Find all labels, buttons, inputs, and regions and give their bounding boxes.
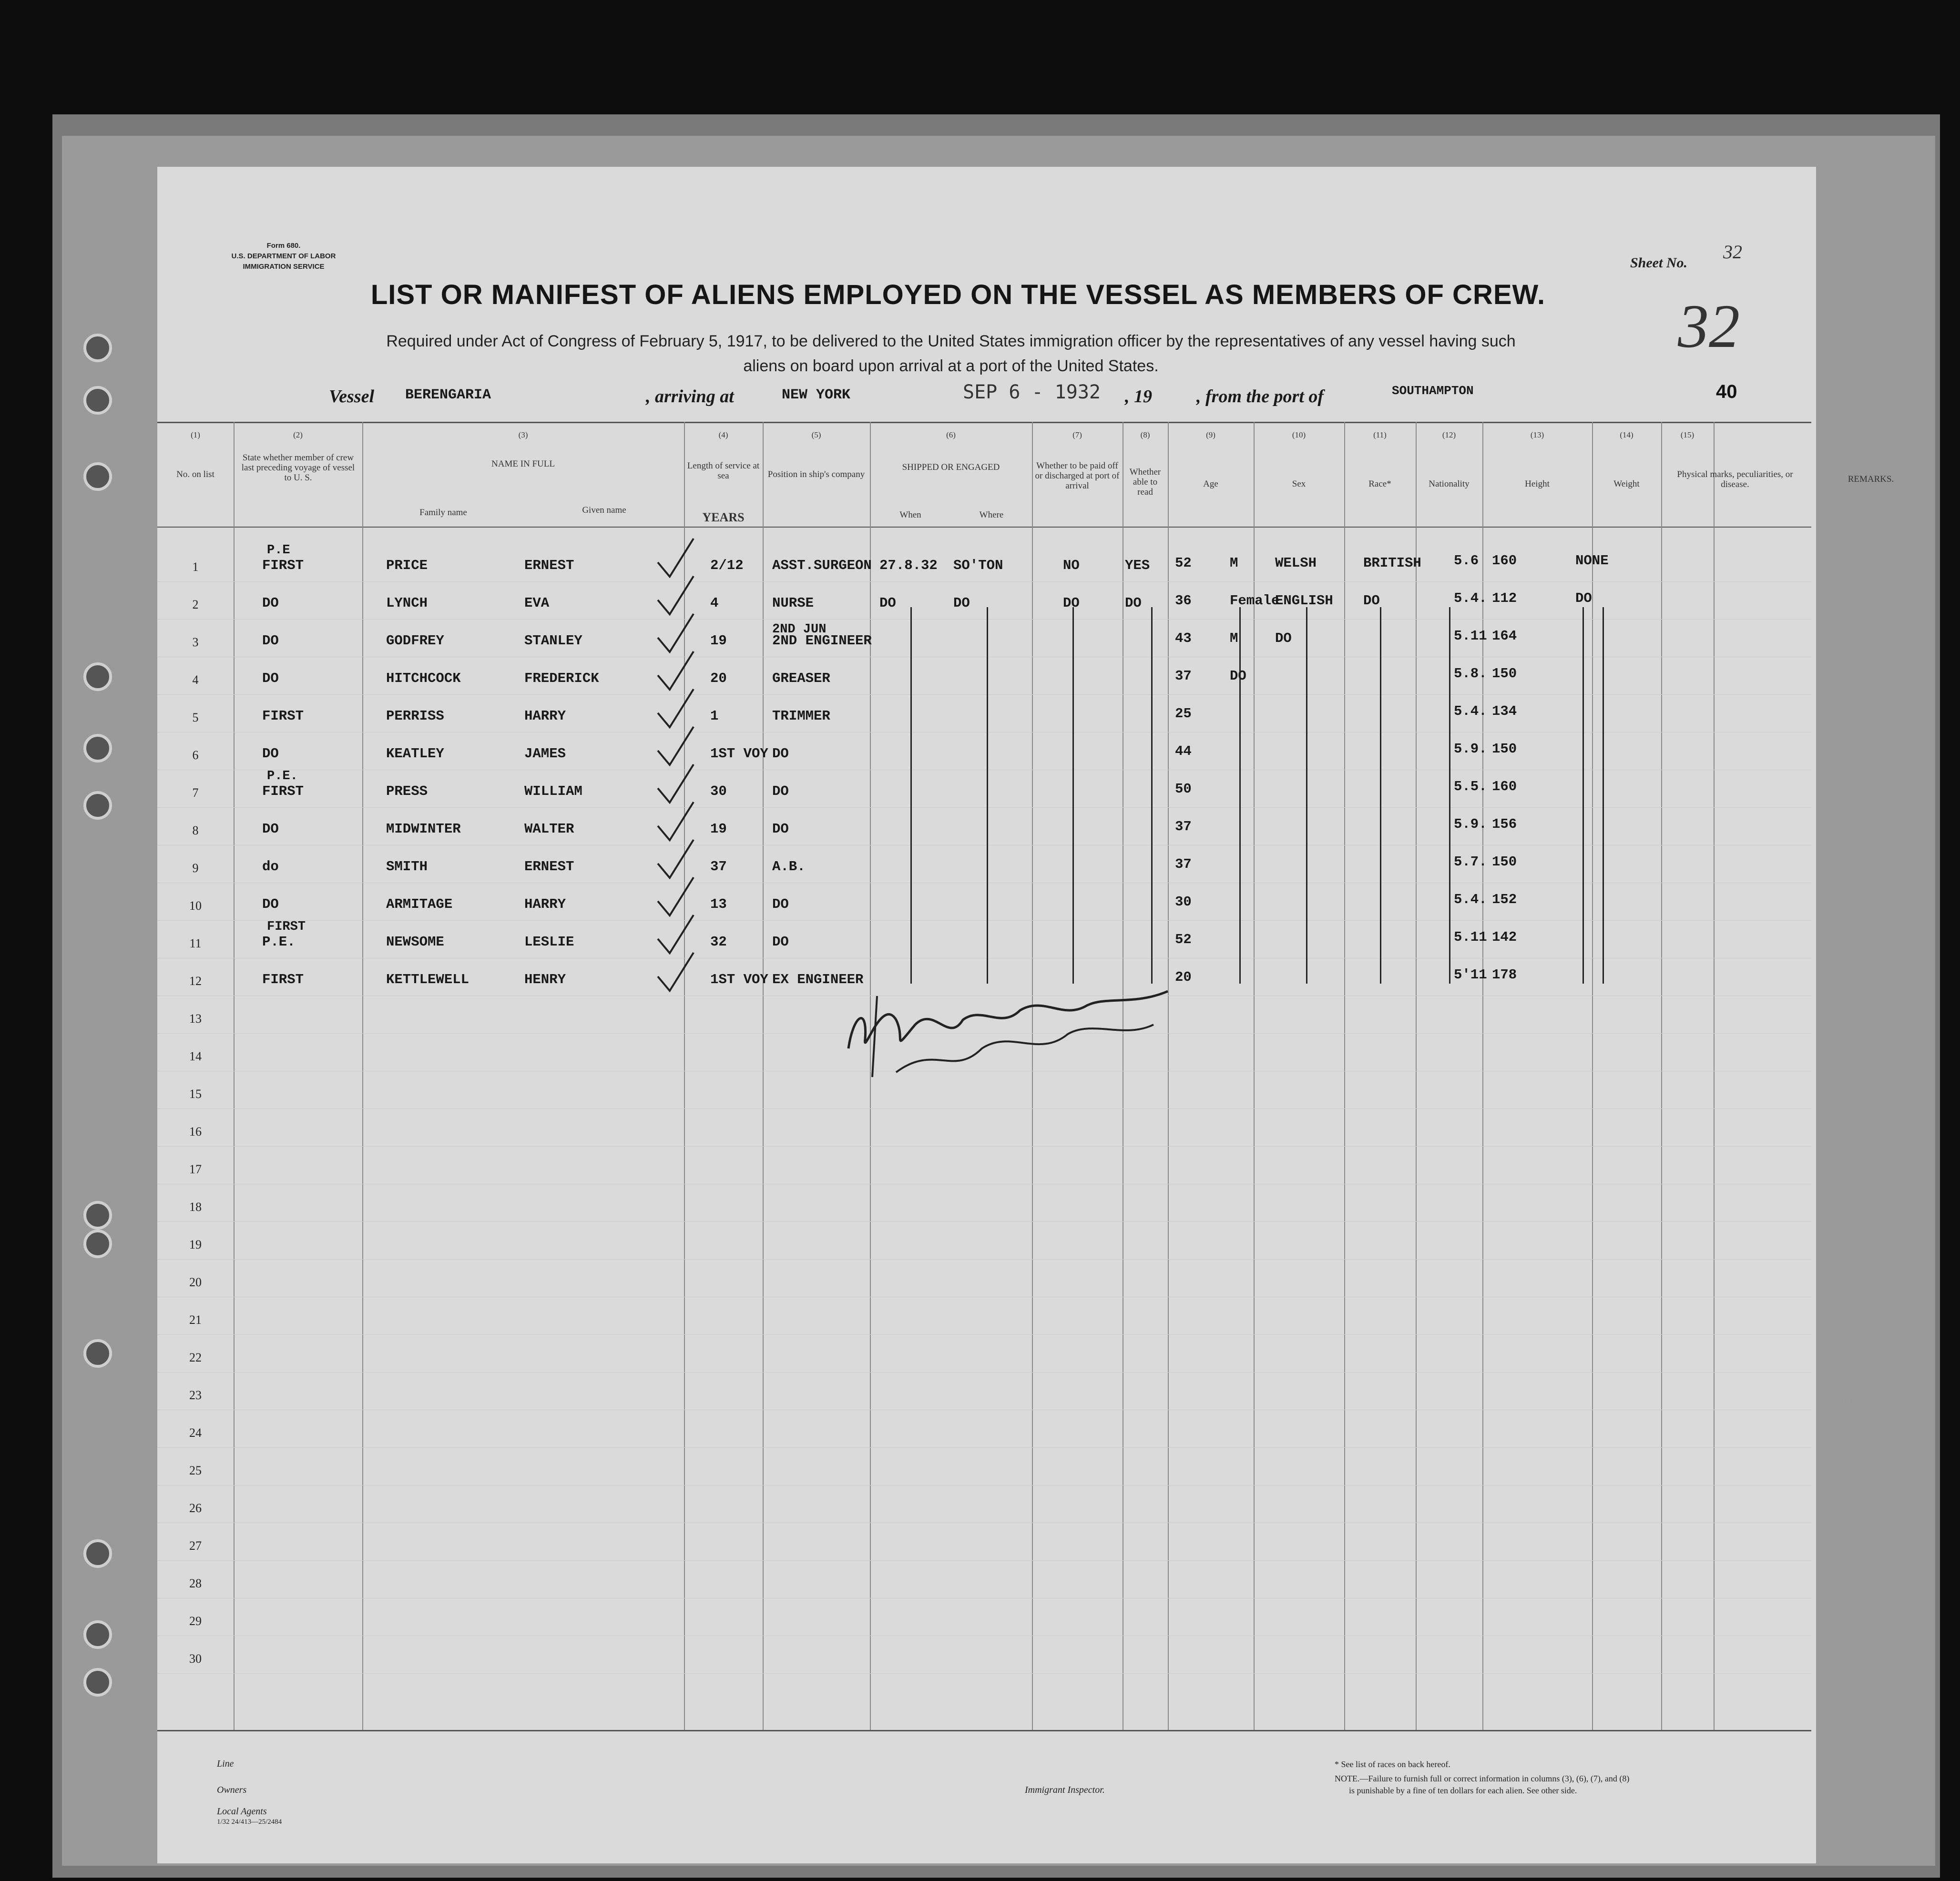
row-number: 28 bbox=[189, 1576, 202, 1590]
col-num-10: (10) bbox=[1292, 430, 1306, 439]
family-name-cell: HITCHCOCK bbox=[386, 671, 461, 686]
column-divider bbox=[1714, 422, 1715, 1730]
row-number: 29 bbox=[189, 1614, 202, 1628]
position-cell: EX ENGINEER bbox=[772, 972, 864, 987]
header-bottom-rule bbox=[157, 527, 1811, 528]
date-stamp: SEP 6 - 1932 bbox=[963, 381, 1101, 403]
service-cell: 4 bbox=[710, 595, 719, 611]
col-num-12: (12) bbox=[1442, 430, 1456, 439]
state-cell: FIRST bbox=[262, 783, 304, 799]
check-mark-icon bbox=[653, 950, 696, 993]
nationality-cell: DO bbox=[1363, 593, 1380, 609]
weight-cell: 112 bbox=[1492, 590, 1517, 606]
header-weight: Weight bbox=[1613, 479, 1640, 489]
year-label: , 19 bbox=[1125, 386, 1152, 407]
family-name-cell: LYNCH bbox=[386, 595, 428, 611]
row-rule bbox=[157, 1560, 1811, 1561]
row-number: 2 bbox=[192, 598, 199, 611]
column-divider bbox=[1592, 422, 1593, 1730]
header-family-name: Family name bbox=[419, 508, 467, 518]
row-number: 10 bbox=[189, 899, 202, 913]
column-divider bbox=[1661, 422, 1662, 1730]
position-cell: DO bbox=[772, 821, 789, 837]
row-rule bbox=[157, 1259, 1811, 1260]
family-name-cell: MIDWINTER bbox=[386, 821, 461, 837]
check-mark-icon bbox=[653, 536, 696, 579]
row-number: 27 bbox=[189, 1539, 202, 1553]
given-name-cell: HARRY bbox=[524, 896, 566, 912]
header-where: Where bbox=[979, 510, 1004, 520]
ditto-line bbox=[1072, 607, 1074, 984]
weight-cell: 156 bbox=[1492, 816, 1517, 832]
row-number: 12 bbox=[189, 974, 202, 988]
row-rule bbox=[157, 1221, 1811, 1222]
state-cell: DO bbox=[262, 821, 279, 837]
service-cell: 1ST VOY bbox=[710, 972, 768, 987]
row-number: 18 bbox=[189, 1200, 202, 1214]
service-cell: 1 bbox=[710, 708, 719, 724]
column-divider bbox=[362, 422, 363, 1730]
state-cell: P.E. bbox=[262, 934, 296, 950]
row-number: 13 bbox=[189, 1012, 202, 1026]
row-number: 30 bbox=[189, 1652, 202, 1666]
position-cell: GREASER bbox=[772, 671, 830, 686]
check-mark-icon bbox=[653, 762, 696, 805]
service-cell: 2/12 bbox=[710, 558, 744, 573]
arriving-value: NEW YORK bbox=[782, 387, 851, 403]
check-mark-icon bbox=[653, 913, 696, 956]
ditto-line bbox=[1380, 607, 1381, 984]
service-cell: 1ST VOY bbox=[710, 746, 768, 762]
weight-cell: 134 bbox=[1492, 703, 1517, 719]
given-name-cell: ERNEST bbox=[524, 558, 574, 573]
family-name-cell: NEWSOME bbox=[386, 934, 444, 950]
check-mark-icon bbox=[653, 611, 696, 654]
column-divider bbox=[1416, 422, 1417, 1730]
position-cell: NURSE bbox=[772, 595, 814, 611]
weight-cell: 150 bbox=[1492, 854, 1517, 870]
column-divider bbox=[234, 422, 235, 1730]
row-number: 24 bbox=[189, 1426, 202, 1440]
header-physical-marks: Physical marks, peculiarities, or disease. bbox=[1677, 469, 1793, 489]
weight-cell: 142 bbox=[1492, 929, 1517, 945]
handwritten-sheet-number: 32 bbox=[1678, 292, 1740, 361]
state-cell: DO bbox=[262, 896, 279, 912]
row-number: 9 bbox=[192, 861, 199, 875]
sex-cell: Female bbox=[1230, 593, 1280, 609]
height-cell: 5.4. bbox=[1454, 703, 1487, 719]
age-cell: 37 bbox=[1175, 856, 1192, 872]
owners-label: Owners bbox=[217, 1785, 247, 1795]
header-no-on-list: No. on list bbox=[176, 469, 214, 479]
row-rule bbox=[157, 581, 1811, 582]
ditto-line bbox=[1239, 607, 1241, 984]
header-when: When bbox=[899, 510, 921, 520]
row-number: 8 bbox=[192, 824, 199, 837]
col-num-15: (15) bbox=[1680, 430, 1695, 439]
ditto-line bbox=[1449, 607, 1450, 984]
row-number: 15 bbox=[189, 1087, 202, 1101]
row-rule bbox=[157, 1447, 1811, 1448]
table-bottom-rule bbox=[157, 1730, 1811, 1731]
given-name-cell: ERNEST bbox=[524, 859, 574, 874]
paid-off-cell: NO bbox=[1063, 558, 1080, 573]
binder-hole bbox=[83, 791, 112, 820]
binder-hole bbox=[83, 1230, 112, 1258]
header-state-whether: State whether member of crew last preceding voyage of vessel to U. S. bbox=[241, 453, 355, 483]
header-nationality: Nationality bbox=[1429, 479, 1470, 489]
check-mark-icon bbox=[653, 649, 696, 692]
weight-cell: 150 bbox=[1492, 741, 1517, 757]
check-mark-icon bbox=[653, 574, 696, 617]
corner-number: 40 bbox=[1716, 381, 1737, 402]
row-number: 3 bbox=[192, 635, 199, 649]
header-years: YEARS bbox=[702, 510, 745, 524]
family-name-cell: ARMITAGE bbox=[386, 896, 453, 912]
row-number: 5 bbox=[192, 711, 199, 724]
height-cell: 5.6 bbox=[1454, 553, 1479, 569]
sheet-number-value: 32 bbox=[1723, 241, 1742, 263]
row-number: 11 bbox=[189, 936, 202, 950]
row-number: 4 bbox=[192, 673, 199, 687]
binder-hole bbox=[83, 662, 112, 691]
service-cell: 30 bbox=[710, 783, 727, 799]
row-number: 22 bbox=[189, 1351, 202, 1364]
given-name-cell: FREDERICK bbox=[524, 671, 599, 686]
sex-cell: DO bbox=[1230, 668, 1246, 684]
check-mark-icon bbox=[653, 687, 696, 730]
header-shipped-engaged: SHIPPED OR ENGAGED bbox=[902, 462, 1000, 472]
header-race: Race* bbox=[1368, 479, 1391, 489]
state-cell: FIRST bbox=[262, 708, 304, 724]
row-number: 25 bbox=[189, 1464, 202, 1477]
binder-hole bbox=[83, 334, 112, 362]
subtitle-line-2: aliens on board upon arrival at a port of the United States. bbox=[743, 357, 1159, 375]
check-mark-icon bbox=[653, 724, 696, 767]
header-remarks: REMARKS. bbox=[1848, 474, 1894, 484]
age-cell: 30 bbox=[1175, 894, 1192, 910]
row-number: 16 bbox=[189, 1125, 202, 1139]
state-cell: DO bbox=[262, 746, 279, 762]
weight-cell: 150 bbox=[1492, 666, 1517, 681]
sex-cell: M bbox=[1230, 630, 1238, 646]
given-name-cell: JAMES bbox=[524, 746, 566, 762]
header-age: Age bbox=[1203, 479, 1218, 489]
ditto-line bbox=[1603, 607, 1604, 984]
given-name-cell: HARRY bbox=[524, 708, 566, 724]
row-rule bbox=[157, 1372, 1811, 1373]
from-port-label: , from the port of bbox=[1196, 386, 1324, 407]
row-rule bbox=[157, 920, 1811, 921]
weight-cell: 178 bbox=[1492, 967, 1517, 983]
position-cell: DO bbox=[772, 934, 789, 950]
line-label: Line bbox=[217, 1759, 234, 1769]
binder-hole bbox=[83, 386, 112, 415]
table-top-rule bbox=[157, 422, 1811, 423]
binder-hole bbox=[83, 1539, 112, 1568]
given-name-cell: HENRY bbox=[524, 972, 566, 987]
binder-hole bbox=[83, 1339, 112, 1368]
family-name-cell: PRICE bbox=[386, 558, 428, 573]
inspector-label: Immigrant Inspector. bbox=[1025, 1785, 1105, 1795]
where-cell: DO bbox=[953, 595, 970, 611]
when-cell: DO bbox=[879, 595, 896, 611]
given-name-cell: WILLIAM bbox=[524, 783, 582, 799]
given-name-cell: WALTER bbox=[524, 821, 574, 837]
state-prefix: FIRST bbox=[267, 920, 306, 934]
state-cell: FIRST bbox=[262, 558, 304, 573]
position-cell: DO bbox=[772, 783, 789, 799]
family-name-cell: GODFREY bbox=[386, 633, 444, 649]
col-num-8: (8) bbox=[1140, 430, 1150, 439]
col-num-2: (2) bbox=[293, 430, 303, 439]
race-cell: DO bbox=[1275, 630, 1292, 646]
height-cell: 5.4. bbox=[1454, 892, 1487, 907]
position-cell: DO bbox=[772, 746, 789, 762]
ditto-line bbox=[910, 607, 912, 984]
binder-hole bbox=[83, 462, 112, 491]
state-prefix: P.E bbox=[267, 543, 290, 558]
position-cell: A.B. bbox=[772, 859, 806, 874]
physical-marks-cell: NONE bbox=[1575, 553, 1609, 569]
age-cell: 20 bbox=[1175, 969, 1192, 985]
age-cell: 44 bbox=[1175, 743, 1192, 759]
weight-cell: 160 bbox=[1492, 553, 1517, 569]
from-port-value: SOUTHAMPTON bbox=[1392, 384, 1474, 398]
row-rule bbox=[157, 619, 1811, 620]
row-number: 7 bbox=[192, 786, 199, 800]
race-cell: ENGLISH bbox=[1275, 593, 1333, 609]
header-position: Position in ship's company bbox=[767, 469, 865, 479]
able-to-read-cell: DO bbox=[1125, 595, 1142, 611]
column-divider bbox=[1482, 422, 1483, 1730]
height-cell: 5.11 bbox=[1454, 628, 1487, 644]
ditto-line bbox=[1306, 607, 1307, 984]
col-num-11: (11) bbox=[1373, 430, 1387, 439]
page-title: LIST OR MANIFEST OF ALIENS EMPLOYED ON THE VESSEL AS MEMBERS OF CREW. bbox=[370, 279, 1546, 310]
weight-cell: 152 bbox=[1492, 892, 1517, 907]
position-cell: 2ND ENGINEER bbox=[772, 633, 872, 649]
state-prefix: P.E. bbox=[267, 769, 298, 783]
header-length-service: Length of service at sea bbox=[687, 461, 760, 481]
able-to-read-cell: YES bbox=[1125, 558, 1150, 573]
arriving-label: , arriving at bbox=[646, 386, 734, 407]
height-cell: 5.11 bbox=[1454, 929, 1487, 945]
when-cell: 27.8.32 bbox=[879, 558, 938, 573]
col-num-5: (5) bbox=[811, 430, 821, 439]
height-cell: 5.5. bbox=[1454, 779, 1487, 794]
print-code: 1/32 24/413—25/2484 bbox=[217, 1818, 282, 1826]
col-num-13: (13) bbox=[1530, 430, 1544, 439]
given-name-cell: LESLIE bbox=[524, 934, 574, 950]
family-name-cell: KEATLEY bbox=[386, 746, 444, 762]
race-cell: WELSH bbox=[1275, 555, 1317, 571]
header-name-in-full: NAME IN FULL bbox=[491, 459, 555, 469]
family-name-cell: PRESS bbox=[386, 783, 428, 799]
service-cell: 19 bbox=[710, 821, 727, 837]
sex-cell: M bbox=[1230, 555, 1238, 571]
col-num-4: (4) bbox=[718, 430, 728, 439]
age-cell: 52 bbox=[1175, 932, 1192, 947]
row-rule bbox=[157, 1108, 1811, 1109]
column-divider bbox=[1254, 422, 1255, 1730]
sheet-number-label: Sheet No. bbox=[1630, 255, 1687, 271]
age-cell: 37 bbox=[1175, 819, 1192, 834]
family-name-cell: SMITH bbox=[386, 859, 428, 874]
column-divider bbox=[1344, 422, 1345, 1730]
header-paid-off: Whether to be paid off or discharged at port of arrival bbox=[1035, 461, 1120, 491]
age-cell: 37 bbox=[1175, 668, 1192, 684]
height-cell: 5'11 bbox=[1454, 967, 1487, 983]
ditto-line bbox=[1151, 607, 1153, 984]
position-cell: ASST.SURGEON bbox=[772, 558, 872, 573]
given-name-cell: EVA bbox=[524, 595, 550, 611]
col-num-14: (14) bbox=[1620, 430, 1633, 439]
state-cell: DO bbox=[262, 595, 279, 611]
row-number: 14 bbox=[189, 1049, 202, 1063]
row-number: 23 bbox=[189, 1388, 202, 1402]
col-num-7: (7) bbox=[1072, 430, 1082, 439]
form-identifier bbox=[205, 241, 362, 272]
paid-off-cell: DO bbox=[1063, 595, 1080, 611]
height-cell: 5.4. bbox=[1454, 590, 1487, 606]
service-cell: 37 bbox=[710, 859, 727, 874]
row-number: 19 bbox=[189, 1238, 202, 1251]
row-rule bbox=[157, 694, 1811, 695]
row-rule bbox=[157, 1334, 1811, 1335]
binder-hole bbox=[83, 1620, 112, 1649]
physical-marks-cell: DO bbox=[1575, 590, 1592, 606]
department: U.S. DEPARTMENT OF LABOR bbox=[231, 252, 336, 260]
race-note: * See list of races on back hereof. bbox=[1335, 1759, 1450, 1769]
ditto-line bbox=[1582, 607, 1584, 984]
age-cell: 52 bbox=[1175, 555, 1192, 571]
height-cell: 5.9. bbox=[1454, 816, 1487, 832]
height-cell: 5.9. bbox=[1454, 741, 1487, 757]
height-cell: 5.7. bbox=[1454, 854, 1487, 870]
check-mark-icon bbox=[653, 875, 696, 918]
row-rule bbox=[157, 807, 1811, 808]
fine-note-2: is punishable by a fine of ten dollars for each alien. See other side. bbox=[1349, 1786, 1577, 1795]
age-cell: 25 bbox=[1175, 706, 1192, 722]
col-num-6: (6) bbox=[946, 430, 956, 439]
col-num-1: (1) bbox=[191, 430, 200, 439]
header-able-to-read: Whether able to read bbox=[1129, 467, 1161, 497]
family-name-cell: PERRISS bbox=[386, 708, 444, 724]
ditto-line bbox=[987, 607, 988, 984]
header-sex: Sex bbox=[1292, 479, 1306, 489]
position-cell: DO bbox=[772, 896, 789, 912]
where-cell: SO'TON bbox=[953, 558, 1003, 573]
given-name-cell: STANLEY bbox=[524, 633, 582, 649]
check-mark-icon bbox=[653, 800, 696, 843]
age-cell: 36 bbox=[1175, 593, 1192, 609]
nationality-cell: BRITISH bbox=[1363, 555, 1421, 571]
agents-label: Local Agents bbox=[217, 1806, 267, 1817]
weight-cell: 164 bbox=[1492, 628, 1517, 644]
row-rule bbox=[157, 1146, 1811, 1147]
position-prefix: 2ND JUN bbox=[772, 622, 827, 637]
state-cell: DO bbox=[262, 633, 279, 649]
service-cell: 20 bbox=[710, 671, 727, 686]
row-number: 26 bbox=[189, 1501, 202, 1515]
column-divider bbox=[763, 422, 764, 1730]
subtitle-line-1: Required under Act of Congress of February 5, 1917, to be delivered to the United States immigration officer by the representatives of any vessel having such bbox=[386, 332, 1516, 350]
service: IMMIGRATION SERVICE bbox=[243, 263, 325, 271]
page-subtitle bbox=[200, 329, 1702, 378]
header-given-name: Given name bbox=[582, 505, 626, 515]
weight-cell: 160 bbox=[1492, 779, 1517, 794]
fine-note-1: NOTE.—Failure to furnish full or correct information in columns (3), (6), (7), and (8) bbox=[1335, 1774, 1630, 1783]
binder-hole bbox=[83, 1201, 112, 1230]
inspector-signature bbox=[839, 977, 1182, 1087]
row-number: 17 bbox=[189, 1162, 202, 1176]
row-number: 20 bbox=[189, 1275, 202, 1289]
form-number: Form 680. bbox=[266, 242, 301, 250]
height-cell: 5.8. bbox=[1454, 666, 1487, 681]
vessel-label: Vessel bbox=[329, 386, 374, 407]
age-cell: 50 bbox=[1175, 781, 1192, 797]
service-cell: 19 bbox=[710, 633, 727, 649]
state-cell: DO bbox=[262, 671, 279, 686]
row-rule bbox=[157, 1673, 1811, 1674]
position-cell: TRIMMER bbox=[772, 708, 830, 724]
service-cell: 32 bbox=[710, 934, 727, 950]
vessel-value: BERENGARIA bbox=[405, 387, 491, 403]
row-number: 6 bbox=[192, 748, 199, 762]
binder-hole bbox=[83, 1668, 112, 1697]
check-mark-icon bbox=[653, 837, 696, 880]
state-cell: FIRST bbox=[262, 972, 304, 987]
row-number: 21 bbox=[189, 1313, 202, 1327]
binder-hole bbox=[83, 734, 112, 763]
row-number: 1 bbox=[192, 560, 199, 574]
col-num-3: (3) bbox=[518, 430, 528, 439]
age-cell: 43 bbox=[1175, 630, 1192, 646]
family-name-cell: KETTLEWELL bbox=[386, 972, 470, 987]
state-cell: do bbox=[262, 859, 279, 874]
margin-note: n/c bbox=[1835, 1387, 1858, 1409]
col-num-9: (9) bbox=[1206, 430, 1215, 439]
header-height: Height bbox=[1525, 479, 1550, 489]
service-cell: 13 bbox=[710, 896, 727, 912]
